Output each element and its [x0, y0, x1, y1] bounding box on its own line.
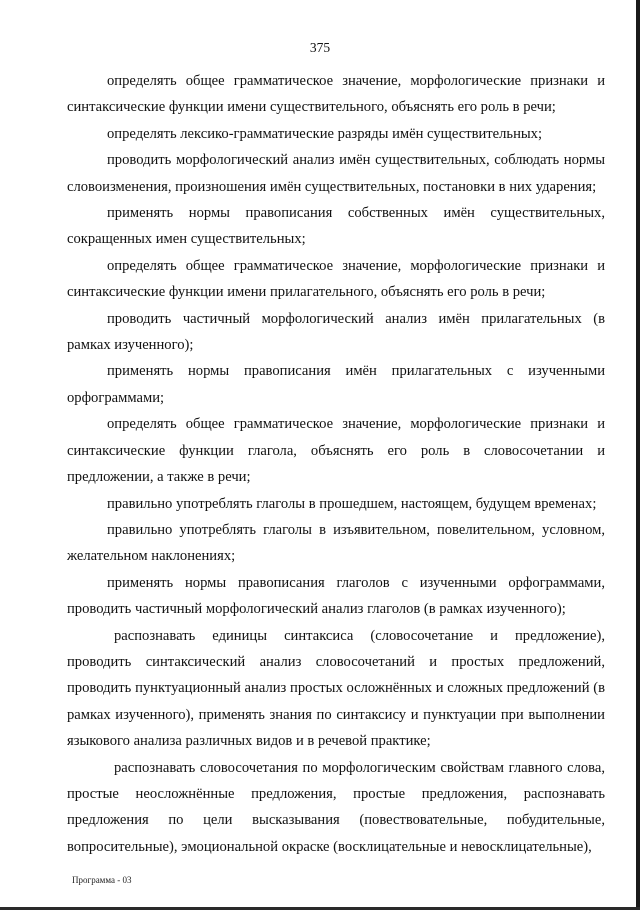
- body-text: [67, 68, 605, 860]
- paragraph: распознавать единицы синтаксиса (словосочетание и предложение), проводить синтаксический анализ словосочетаний и простых предложений, проводить пунктуационный анализ простых осложнённых и сложных предложений (в рамках изученного), применять знания по синтаксису и пунктуации при выполнении языкового анализа различных видов и в речевой практике;: [67, 627, 605, 750]
- paragraph: определять общее грамматическое значение, морфологические признаки и синтаксические функции имени существительного, объяснять его роль в речи;: [67, 73, 605, 116]
- scan-edge-right: [636, 0, 640, 910]
- footer-program-label: Программа - 03: [72, 875, 132, 885]
- paragraph: проводить морфологический анализ имён существительных, соблюдать нормы словоизменения, произношения имён существительных, постановки в них ударения;: [67, 152, 605, 195]
- paragraph: правильно употреблять глаголы в изъявительном, повелительном, условном, желательном наклонениях;: [67, 521, 605, 565]
- paragraph: распознавать словосочетания по морфологическим свойствам главного слова, простые неосложнённые предложения, простые предложения, распознавать предложения по цели высказывания (повествовательные, побудительные, вопросительные), эмоциональной окраске (восклицательные и невосклицательные),: [67, 759, 605, 855]
- paragraph: применять нормы правописания глаголов с изученными орфограммами, проводить частичный морфологический анализ глаголов (в рамках изученного);: [67, 574, 605, 618]
- paragraph: определять лексико-грамматические разряды имён существительных;: [107, 125, 543, 142]
- paragraph: правильно употреблять глаголы в прошедшем, настоящем, будущем временах;: [107, 495, 597, 512]
- paragraph: определять общее грамматическое значение, морфологические признаки и синтаксические функции имени прилагательного, объяснять его роль в речи;: [67, 257, 605, 301]
- page-number: 375: [309, 40, 331, 55]
- paragraph: применять нормы правописания собственных имён существительных, сокращенных имен существительных;: [67, 205, 605, 248]
- paragraph: определять общее грамматическое значение, морфологические признаки и синтаксические функции глагола, объяснять его роль в словосочетании и предложении, а также в речи;: [67, 416, 605, 486]
- paragraph: проводить частичный морфологический анализ имён прилагательных (в рамках изученного);: [67, 310, 605, 354]
- paragraph: применять нормы правописания имён прилагательных с изученными орфограммами;: [67, 363, 605, 406]
